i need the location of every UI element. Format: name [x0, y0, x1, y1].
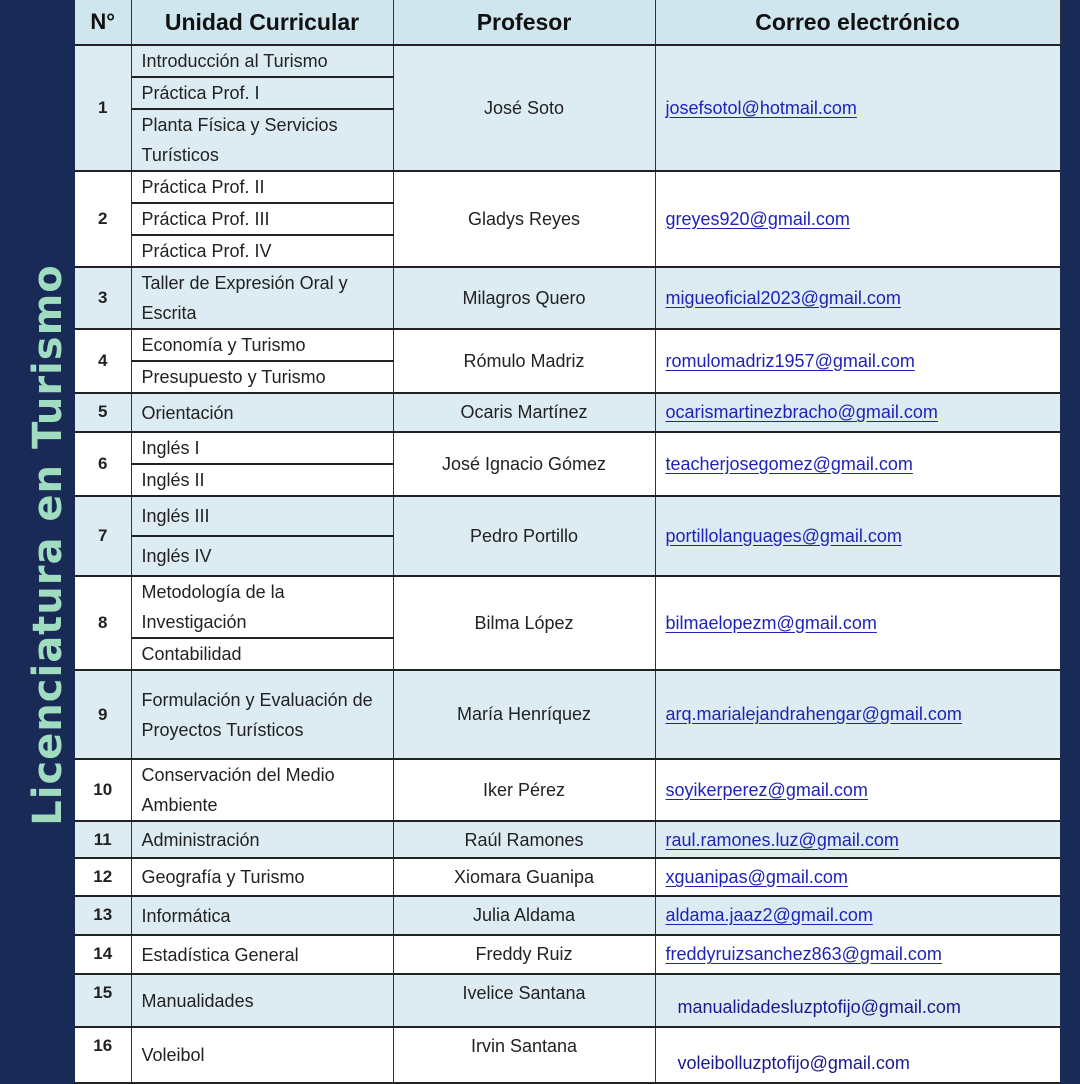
email-cell: [655, 858, 1060, 896]
subject-cell: Manualidades: [131, 974, 393, 1027]
row-number: 12: [75, 858, 131, 896]
professor-cell: Ivelice Santana: [393, 974, 655, 1027]
email-link[interactable]: migueoficial2023@gmail.com: [665, 287, 901, 308]
email-link[interactable]: aldama.jaaz2@gmail.com: [665, 905, 873, 925]
subject-cell: Orientación: [131, 393, 393, 432]
side-title-text: Licenciatura en Turismo: [25, 264, 71, 826]
professor-cell: Ocaris Martínez: [393, 393, 655, 432]
table-row: [75, 393, 1060, 432]
professor-cell: María Henríquez: [393, 670, 655, 759]
email-link[interactable]: freddyruizsanchez863@gmail.com: [665, 944, 942, 964]
professor-cell: Xiomara Guanipa: [393, 858, 655, 896]
email-cell: [655, 896, 1060, 935]
email-link[interactable]: raul.ramones.luz@gmail.com: [665, 830, 899, 850]
row-number: 4: [75, 329, 131, 393]
email-link[interactable]: josefsotol@hotmail.com: [665, 97, 857, 118]
email-text: manualidadesluzptofijo@gmail.com: [677, 997, 961, 1017]
email-link[interactable]: greyes920@gmail.com: [665, 208, 850, 229]
professor-cell: Julia Aldama: [393, 896, 655, 935]
email-cell: [655, 821, 1060, 858]
email-link[interactable]: romulomadriz1957@gmail.com: [665, 350, 915, 371]
email-link[interactable]: soyikerperez@gmail.com: [665, 779, 868, 800]
email-link[interactable]: portillolanguages@gmail.com: [665, 525, 902, 546]
row-number: 1: [75, 45, 131, 171]
subject-cell: Informática: [131, 896, 393, 935]
table-row: [75, 821, 1060, 858]
professor-cell: Pedro Portillo: [393, 496, 655, 576]
email-link[interactable]: arq.marialejandrahengar@gmail.com: [665, 704, 962, 724]
table-row: [75, 496, 1060, 576]
email-link[interactable]: ocarismartinezbracho@gmail.com: [665, 402, 938, 422]
side-title: [18, 0, 78, 1080]
row-number: 7: [75, 496, 131, 576]
email-cell: [655, 1027, 1060, 1083]
header-email: Correo electrónico: [655, 0, 1060, 45]
subject-cell: Práctica Prof. I: [131, 77, 393, 109]
course-table: [75, 0, 1061, 1084]
row-number: 13: [75, 896, 131, 935]
row-number: 15: [75, 974, 131, 1027]
subject-cell: Geografía y Turismo: [131, 858, 393, 896]
subject-cell: Inglés I: [131, 432, 393, 464]
subject-cell: Inglés III: [131, 496, 393, 536]
subject-cell: Taller de Expresión Oral y Escrita: [131, 267, 393, 329]
professor-cell: José Soto: [393, 45, 655, 171]
subject-cell: Administración: [131, 821, 393, 858]
table-row: [75, 267, 1060, 329]
email-link[interactable]: xguanipas@gmail.com: [665, 867, 848, 887]
subject-cell: Metodología de la Investigación: [131, 576, 393, 638]
header-professor: Profesor: [393, 0, 655, 45]
subject-cell: Contabilidad: [131, 638, 393, 670]
table-row: [75, 1027, 1060, 1083]
email-cell: [655, 329, 1060, 393]
email-cell: [655, 267, 1060, 329]
professor-cell: Bilma López: [393, 576, 655, 670]
professor-cell: Raúl Ramones: [393, 821, 655, 858]
professor-cell: Iker Pérez: [393, 759, 655, 821]
row-number: 9: [75, 670, 131, 759]
email-text: voleibolluzptofijo@gmail.com: [677, 1053, 910, 1073]
subject-cell: Voleibol: [131, 1027, 393, 1083]
table-row: [75, 171, 1060, 267]
email-cell: [655, 974, 1060, 1027]
subject-cell: Introducción al Turismo: [131, 45, 393, 77]
table-row: [75, 329, 1060, 393]
professor-cell: Milagros Quero: [393, 267, 655, 329]
email-cell: [655, 393, 1060, 432]
subject-cell: Estadística General: [131, 935, 393, 974]
table-row: [75, 858, 1060, 896]
table-row: [75, 935, 1060, 974]
row-number: 16: [75, 1027, 131, 1083]
subject-cell: Economía y Turismo: [131, 329, 393, 361]
subject-cell: Planta Física y Servicios Turísticos: [131, 109, 393, 171]
table-row: [75, 759, 1060, 821]
table-row: [75, 432, 1060, 496]
email-cell: [655, 670, 1060, 759]
row-number: 11: [75, 821, 131, 858]
email-cell: [655, 45, 1060, 171]
email-link[interactable]: bilmaelopezm@gmail.com: [665, 612, 877, 633]
subject-cell: Inglés II: [131, 464, 393, 496]
subject-cell: Presupuesto y Turismo: [131, 361, 393, 393]
header-number: N°: [75, 0, 131, 45]
row-number: 3: [75, 267, 131, 329]
subject-cell: Inglés IV: [131, 536, 393, 576]
subject-cell: Práctica Prof. II: [131, 171, 393, 203]
email-cell: [655, 171, 1060, 267]
row-number: 5: [75, 393, 131, 432]
subject-cell: Formulación y Evaluación de Proyectos Turísticos: [131, 670, 393, 759]
header-subject: Unidad Curricular: [131, 0, 393, 45]
email-cell: [655, 576, 1060, 670]
subject-cell: Práctica Prof. III: [131, 203, 393, 235]
email-cell: [655, 496, 1060, 576]
row-number: 8: [75, 576, 131, 670]
email-cell: [655, 935, 1060, 974]
professor-cell: José Ignacio Gómez: [393, 432, 655, 496]
table-row: [75, 974, 1060, 1027]
row-number: 2: [75, 171, 131, 267]
table-row: [75, 576, 1060, 670]
professor-cell: Gladys Reyes: [393, 171, 655, 267]
subject-cell: Conservación del Medio Ambiente: [131, 759, 393, 821]
table-row: [75, 670, 1060, 759]
subject-cell: Práctica Prof. IV: [131, 235, 393, 267]
table-header: [75, 0, 1060, 45]
table-row: [75, 45, 1060, 171]
professor-cell: Irvin Santana: [393, 1027, 655, 1083]
professor-cell: Rómulo Madriz: [393, 329, 655, 393]
table-row: [75, 896, 1060, 935]
email-cell: [655, 759, 1060, 821]
email-link[interactable]: teacherjosegomez@gmail.com: [665, 453, 913, 474]
row-number: 6: [75, 432, 131, 496]
professor-cell: Freddy Ruiz: [393, 935, 655, 974]
email-cell: [655, 432, 1060, 496]
row-number: 14: [75, 935, 131, 974]
row-number: 10: [75, 759, 131, 821]
